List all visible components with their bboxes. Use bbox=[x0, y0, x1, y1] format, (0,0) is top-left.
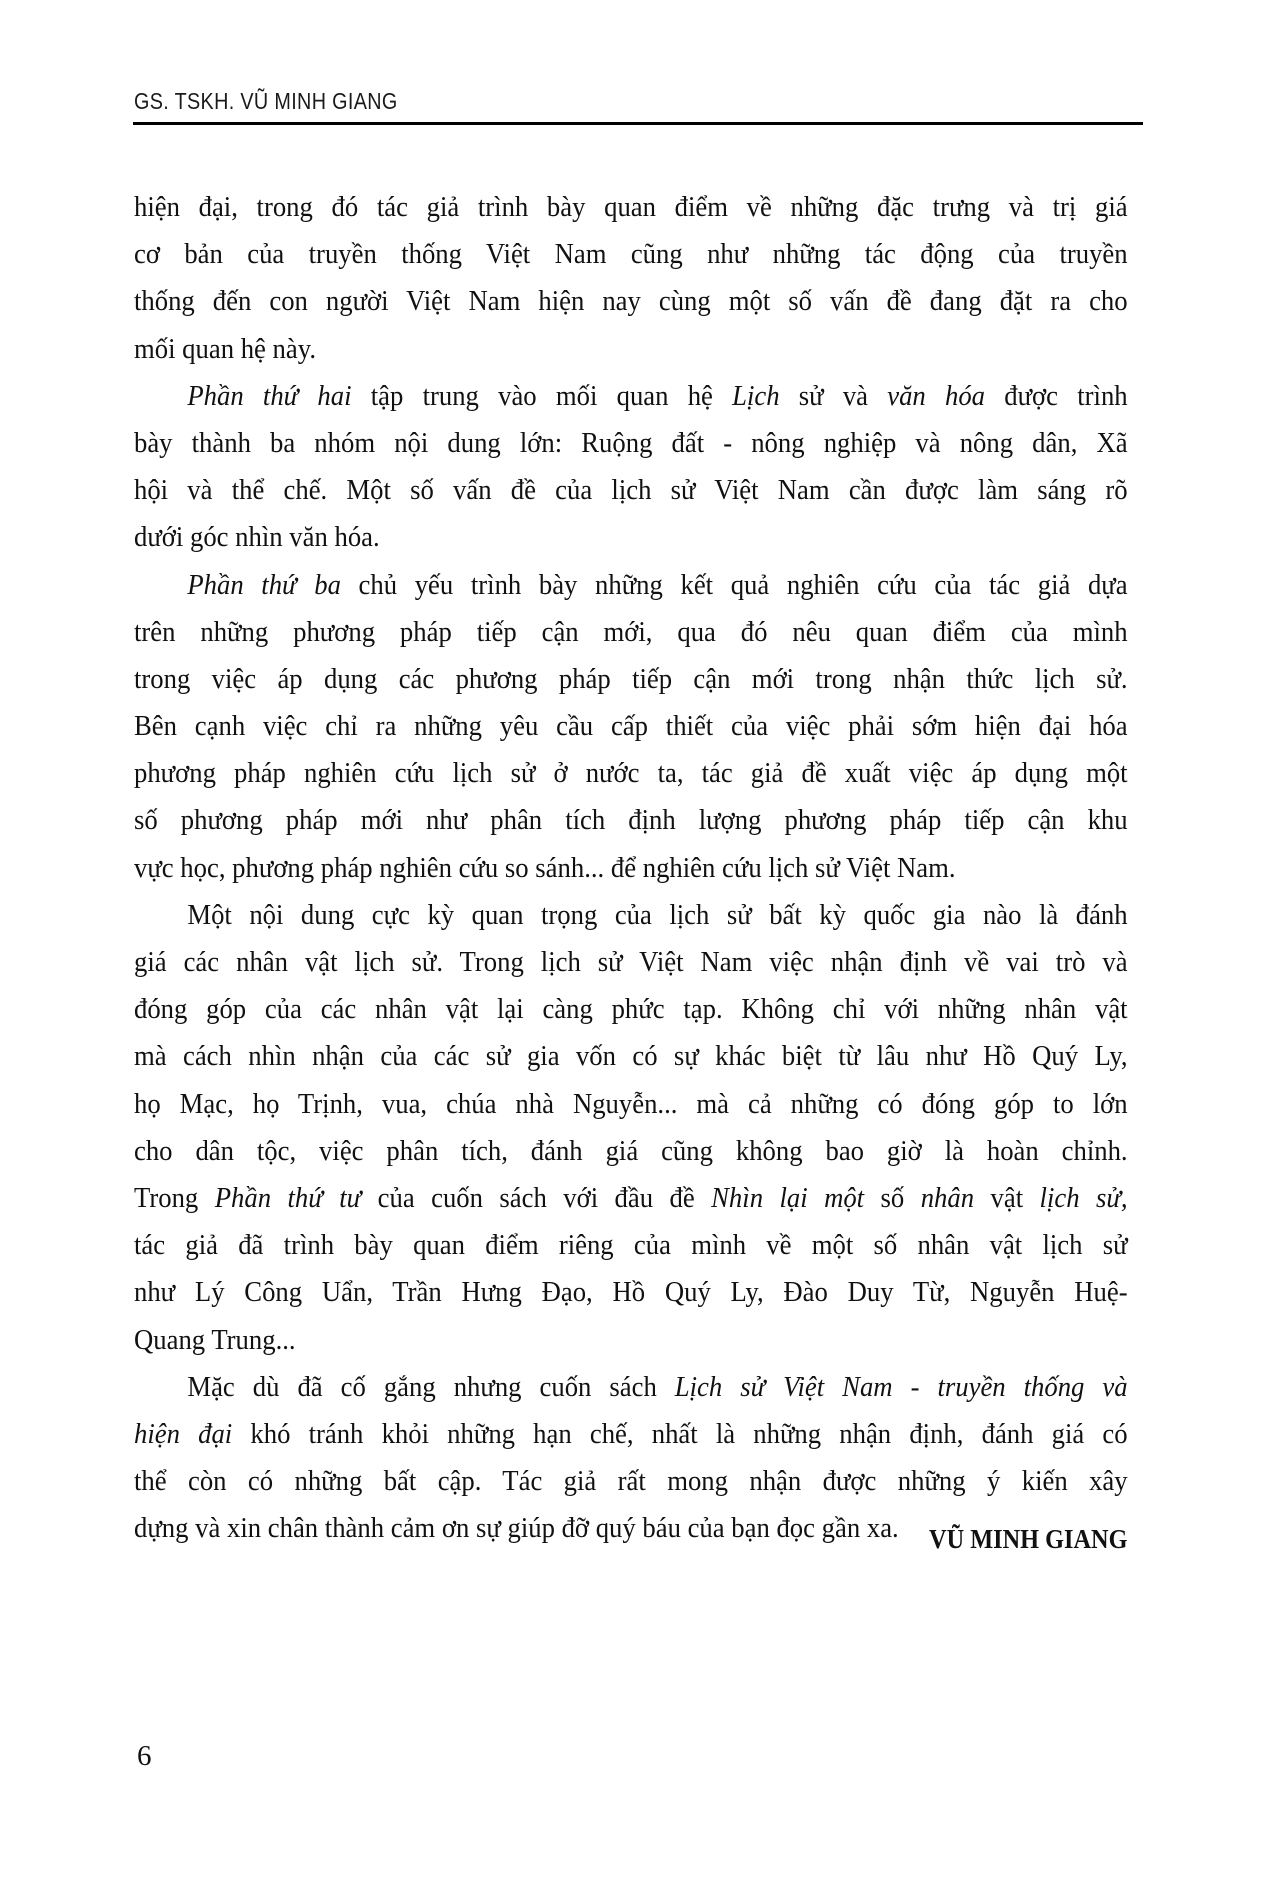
text-run: hiện đại, trong đó tác giả trình bày quan điểm về những đặc trưng và trị giá bbox=[134, 191, 1128, 223]
text-run: Quang Trung... bbox=[134, 1323, 296, 1356]
paragraph bbox=[134, 892, 1128, 1364]
text-line bbox=[134, 373, 1128, 420]
text-run: trong việc áp dụng các phương pháp tiếp cận mới trong nhận thức lịch sử. bbox=[134, 662, 1128, 695]
text-line bbox=[134, 420, 1128, 467]
text-line bbox=[134, 1175, 1128, 1222]
text-line bbox=[134, 1222, 1128, 1269]
paragraph bbox=[134, 373, 1128, 562]
paragraph bbox=[134, 184, 1128, 373]
text-run: phương pháp nghiên cứu lịch sử ở nước ta, tác giả đề xuất việc áp dụng một bbox=[134, 757, 1128, 790]
text-run: tập trung vào mối quan hệ bbox=[351, 379, 733, 412]
text-run: giá các nhân vật lịch sử. Trong lịch sử Việt Nam việc nhận định về vai trò và bbox=[134, 946, 1128, 978]
text-run: Trong bbox=[134, 1181, 215, 1214]
text-line bbox=[134, 562, 1128, 609]
text-run: thống đến con người Việt Nam hiện nay cùng một số vấn đề đang đặt ra cho bbox=[134, 285, 1128, 318]
text-line bbox=[134, 278, 1128, 325]
text-run: được trình bbox=[985, 379, 1128, 412]
italic-run: Phần thứ ba bbox=[187, 568, 341, 601]
text-run: hội và thể chế. Một số vấn đề của lịch sử Việt Nam cần được làm sáng rõ bbox=[134, 474, 1128, 507]
text-run: khó tránh khỏi những hạn chế, nhất là những nhận định, đánh giá có bbox=[232, 1417, 1128, 1450]
text-run: tác giả đã trình bày quan điểm riêng của mình về một số nhân vật lịch sử bbox=[134, 1229, 1128, 1262]
italic-run: hiện đại bbox=[134, 1417, 233, 1450]
text-line bbox=[134, 184, 1128, 231]
text-line bbox=[134, 1458, 1128, 1505]
text-run: cho dân tộc, việc phân tích, đánh giá cũng không bao giờ là hoàn chỉnh. bbox=[134, 1134, 1128, 1167]
text-line bbox=[134, 1128, 1128, 1175]
italic-run: Phần thứ hai bbox=[187, 379, 352, 412]
running-head: GS. TSKH. VŨ MINH GIANG bbox=[134, 88, 398, 114]
text-run: sử và bbox=[779, 379, 888, 412]
text-line bbox=[134, 892, 1128, 939]
text-line bbox=[134, 1033, 1128, 1080]
italic-run: lịch sử, bbox=[1039, 1181, 1128, 1214]
italic-run: Lịch sử Việt Nam bbox=[674, 1370, 893, 1403]
page-number: 6 bbox=[137, 1740, 152, 1772]
text-run: vực học, phương pháp nghiên cứu so sánh... để nghiên cứu lịch sử Việt Nam. bbox=[134, 851, 956, 884]
text-line bbox=[134, 939, 1128, 986]
text-run: số bbox=[864, 1181, 921, 1214]
text-line bbox=[134, 656, 1128, 703]
text-run: mà cách nhìn nhận của các sử gia vốn có sự khác biệt từ lâu như Hồ Quý Ly, bbox=[134, 1040, 1128, 1073]
text-line bbox=[134, 1269, 1128, 1316]
text-line bbox=[134, 326, 1128, 373]
text-run: đóng góp của các nhân vật lại càng phức tạp. Không chỉ với những nhân vật bbox=[134, 993, 1128, 1026]
header-rule bbox=[133, 122, 1143, 125]
text-line bbox=[134, 703, 1128, 750]
italic-run: truyền thống và bbox=[937, 1370, 1128, 1403]
text-run: như Lý Công Uẩn, Trần Hưng Đạo, Hồ Quý Ly, Đào Duy Từ, Nguyễn Huệ- bbox=[134, 1276, 1128, 1309]
text-run: trên những phương pháp tiếp cận mới, qua đó nêu quan điểm của mình bbox=[134, 615, 1128, 648]
text-line bbox=[134, 1081, 1128, 1128]
italic-run: nhân bbox=[920, 1181, 975, 1214]
text-run: vật bbox=[974, 1181, 1040, 1214]
text-line bbox=[134, 231, 1128, 278]
text-line bbox=[134, 750, 1128, 797]
text-run: Mặc dù đã cố gắng nhưng cuốn sách bbox=[187, 1370, 675, 1403]
text-run: dưới góc nhìn văn hóa. bbox=[134, 521, 380, 554]
text-line bbox=[134, 1364, 1128, 1411]
text-run: số phương pháp mới như phân tích định lượng phương pháp tiếp cận khu bbox=[134, 804, 1128, 837]
text-run: dựng và xin chân thành cảm ơn sự giúp đỡ quý báu của bạn đọc gần xa. bbox=[134, 1512, 899, 1545]
text-line bbox=[134, 1317, 1128, 1364]
text-run: - bbox=[892, 1370, 938, 1403]
italic-run: Phần thứ tư bbox=[214, 1181, 362, 1214]
text-line bbox=[134, 609, 1128, 656]
italic-run: văn hóa bbox=[887, 379, 986, 412]
text-run: thể còn có những bất cập. Tác giả rất mong nhận được những ý kiến xây bbox=[134, 1465, 1128, 1498]
text-run: Bên cạnh việc chỉ ra những yêu cầu cấp thiết của việc phải sớm hiện đại hóa bbox=[134, 710, 1128, 743]
text-run: bày thành ba nhóm nội dung lớn: Ruộng đất - nông nghiệp và nông dân, Xã bbox=[134, 426, 1128, 459]
italic-run: Lịch bbox=[732, 379, 780, 412]
text-line bbox=[134, 467, 1128, 514]
text-run: chủ yếu trình bày những kết quả nghiên cứu của tác giả dựa bbox=[340, 568, 1128, 601]
paragraph bbox=[134, 562, 1128, 892]
author-signature: VŨ MINH GIANG bbox=[928, 1524, 1127, 1554]
text-line bbox=[134, 797, 1128, 844]
text-line bbox=[134, 845, 1128, 892]
body-text bbox=[134, 184, 1128, 1552]
text-run: họ Mạc, họ Trịnh, vua, chúa nhà Nguyễn... mà cả những có đóng góp to lớn bbox=[134, 1087, 1128, 1120]
text-line bbox=[134, 514, 1128, 561]
italic-run: Nhìn lại một bbox=[711, 1181, 865, 1214]
text-run: của cuốn sách với đầu đề bbox=[361, 1181, 712, 1214]
text-line bbox=[134, 1411, 1128, 1458]
text-line bbox=[134, 986, 1128, 1033]
text-run: mối quan hệ này. bbox=[134, 332, 317, 365]
text-run: Một nội dung cực kỳ quan trọng của lịch sử bất kỳ quốc gia nào là đánh bbox=[187, 898, 1128, 931]
text-run: cơ bản của truyền thống Việt Nam cũng như những tác động của truyền bbox=[134, 238, 1128, 271]
